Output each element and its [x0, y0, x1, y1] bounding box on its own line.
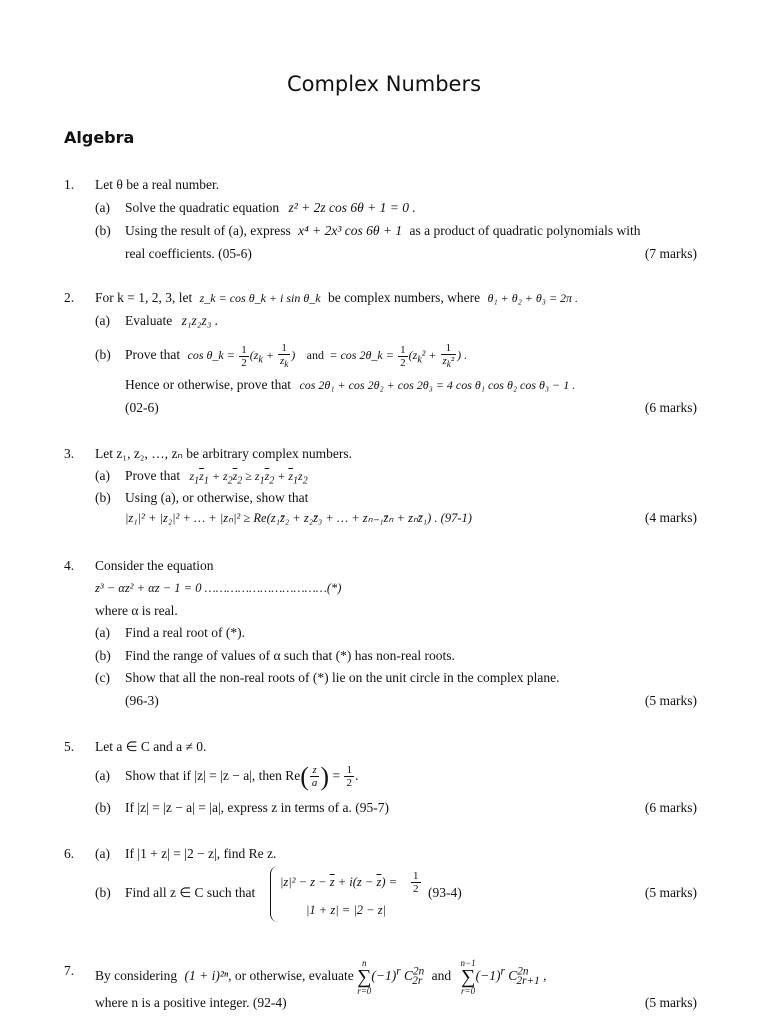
part-text: Find a real root of (*).	[125, 625, 245, 640]
question-6b-system-line-2	[0, 900, 768, 920]
question-3b	[0, 488, 768, 508]
fraction-reciprocal: $\frac{1}{z_k}$	[279, 342, 289, 370]
part-text: Evaluate	[125, 313, 173, 328]
part-label: (a)	[95, 200, 110, 215]
equation: z_k = cos θ_k + i sin θ_k	[199, 291, 321, 305]
part-label: (a)	[95, 846, 110, 861]
equation: $(-1)^r$ $C^{2n}_{2r}$	[371, 965, 425, 987]
question-text: Let z₁, z₂, …, zₙ be arbitrary complex numbers.	[95, 446, 352, 461]
question-1b	[0, 221, 768, 241]
question-2-footer	[0, 398, 768, 418]
question-2b	[0, 342, 768, 368]
question-text: By considering	[95, 968, 178, 984]
equation: θ₁ + θ₂ + θ₃ = 2π .	[487, 291, 579, 305]
section-heading: Algebra	[64, 128, 135, 147]
source: (93-4)	[428, 885, 462, 900]
connector-and: and	[431, 968, 452, 984]
part-text: Prove that	[125, 347, 181, 363]
question-4c	[0, 668, 768, 688]
question-text: Let θ be a real number.	[95, 177, 220, 192]
question-number: 1.	[64, 177, 75, 192]
equation: z² + 2z cos 6θ + 1 = 0 .	[288, 200, 416, 215]
question-number: 4.	[64, 558, 75, 573]
question-7-where	[0, 993, 768, 1013]
question-5-intro	[0, 737, 768, 757]
question-5b	[0, 798, 768, 818]
question-text: For k = 1, 2, 3, let	[95, 290, 193, 305]
fraction-reciprocal-square: $\frac{1}{z_k^2}$	[442, 342, 455, 370]
part-label: (a)	[95, 313, 110, 328]
question-2a	[0, 311, 768, 331]
question-2-hence	[0, 375, 768, 395]
equals: =	[332, 768, 341, 783]
part-text: real coefficients. (05-6)	[125, 246, 252, 261]
part-label: (b)	[95, 490, 111, 505]
equation: ($z_k^2$ +	[408, 348, 440, 366]
marks: (4 marks)	[644, 510, 697, 525]
question-5a: (a) Show that if |z| = |z − a|, then Re( $\frac{z}{a}$ ) = $\frac{1}{2}$ .	[95, 761, 359, 791]
equation: x⁴ + 2x³ cos 6θ + 1	[298, 223, 403, 238]
question-1a	[0, 198, 768, 218]
question-3b-equation	[0, 508, 768, 528]
part-label: (b)	[95, 800, 111, 815]
equation: $(-1)^r$ $C^{2n}_{2r+1}$ ,	[475, 965, 547, 987]
question-number: 3.	[64, 446, 75, 461]
connector-and: and	[306, 348, 324, 363]
fraction-z-over-a: $\frac{z}{a}$	[311, 764, 318, 790]
part-text: Using the result of (a), express	[125, 223, 291, 238]
parenthesis: (	[300, 761, 309, 791]
part-text: Show that all the non-real roots of (*) lie on the unit circle in the complex plane.	[125, 670, 560, 685]
marks: (5 marks)	[644, 995, 697, 1010]
hence-text: Hence or otherwise, prove that	[125, 377, 292, 392]
equation: |z₁|² + |z₂|² + … + |zₙ|² ≥ Re(z₁z̄₂ + z₂z̄₃ + … + zₙ₋₁z̄ₙ + zₙz̄₁) . (97-1)	[125, 511, 472, 525]
part-text: Find all z ∈ C such that	[125, 885, 256, 900]
question-number: 2.	[64, 290, 75, 305]
question-4-equation	[0, 578, 768, 598]
equation: $|z|^2 - z - \overline{z} + i(z - \overline{z})$ =	[280, 875, 398, 889]
part-label: (c)	[95, 670, 110, 685]
part-label: (a)	[95, 625, 110, 640]
part-text: Find the range of values of α such that (*) has non-real roots.	[125, 648, 455, 663]
equation: )	[291, 348, 296, 363]
marks: (5 marks)	[644, 693, 697, 708]
source: (02-6)	[125, 400, 159, 415]
part-text-continued: as a product of quadratic polynomials with	[409, 223, 641, 238]
part-label: (b)	[95, 648, 111, 663]
equation: z³ − αz² + αz − 1 = 0 ……………………………(*)	[95, 581, 342, 595]
part-label: (a)	[95, 468, 110, 483]
equation: = cos 2θ_k =	[329, 348, 394, 363]
part-label: (a)	[95, 768, 110, 783]
equation: cos θ_k =	[187, 348, 235, 363]
question-number: 5.	[64, 739, 75, 754]
parenthesis: )	[320, 761, 330, 791]
question-number: 7.	[64, 963, 75, 978]
part-text: If |1 + z| = |2 − z|, find Re z.	[125, 846, 277, 861]
equation: ($z_k$ +	[249, 348, 277, 366]
question-1-intro	[0, 175, 768, 195]
summation: n−1 ∑ r=0	[460, 958, 476, 996]
page-title: Complex Numbers	[286, 72, 482, 96]
part-text: Using (a), or otherwise, show that	[125, 490, 309, 505]
fraction-half: $\frac{1}{2}$	[346, 764, 352, 790]
fraction-half: $\frac{1}{2}$	[400, 343, 406, 369]
marks: (6 marks)	[644, 400, 697, 415]
question-text: Let a ∈ C and a ≠ 0.	[95, 739, 207, 754]
marks: (5 marks)	[644, 885, 697, 900]
part-text: Show that if |z| = |z − a|, then Re	[125, 768, 301, 783]
question-4b	[0, 646, 768, 666]
equation: ) .	[457, 348, 468, 363]
question-4a	[0, 623, 768, 643]
question-6a	[0, 844, 768, 864]
equation: |1 + z| = |2 − z|	[306, 903, 387, 917]
fraction-half: $\frac{1}{2}$	[241, 343, 247, 369]
equation: (1 + i)²ⁿ	[184, 968, 229, 984]
question-text: Consider the equation	[95, 558, 214, 573]
question-3-intro	[0, 444, 768, 464]
part-label: (b)	[95, 347, 111, 362]
question-number: 6.	[64, 846, 75, 861]
question-text: where α is real.	[95, 603, 178, 618]
question-4-intro	[0, 556, 768, 576]
question-7-intro	[0, 958, 768, 996]
summation: n ∑ r=0	[357, 958, 372, 996]
fraction-half: $\frac{1}{2}$	[413, 870, 419, 895]
equation: z₁z₂z₃ .	[181, 313, 219, 328]
question-3a	[0, 466, 768, 486]
question-1b-continued	[0, 244, 768, 264]
marks: (6 marks)	[644, 800, 697, 815]
question-text-continued: be complex numbers, where	[327, 290, 481, 305]
equation: $z_1\overline{z}_1 + z_2\overline{z}_2 \ge z_1\overline{z}_2 + \overline{z}_1z_2$	[189, 469, 308, 487]
part-label: (b)	[95, 885, 111, 900]
source: (96-3)	[125, 693, 159, 708]
question-4-footer	[0, 691, 768, 711]
question-4-where	[0, 601, 768, 621]
question-text-continued: , or otherwise, evaluate	[228, 968, 354, 984]
part-text: Prove that	[125, 468, 181, 483]
part-text: If |z| = |z − a| = |a|, express z in terms of a. (95-7)	[125, 800, 389, 815]
part-label: (b)	[95, 223, 111, 238]
part-text: Solve the quadratic equation	[125, 200, 280, 215]
question-text: where n is a positive integer. (92-4)	[95, 995, 287, 1010]
equation: cos 2θ₁ + cos 2θ₂ + cos 2θ₃ = 4 cos θ₁ cos θ₂ cos θ₃ − 1 .	[299, 378, 576, 392]
marks: (7 marks)	[644, 246, 697, 261]
question-2-intro	[0, 288, 768, 308]
